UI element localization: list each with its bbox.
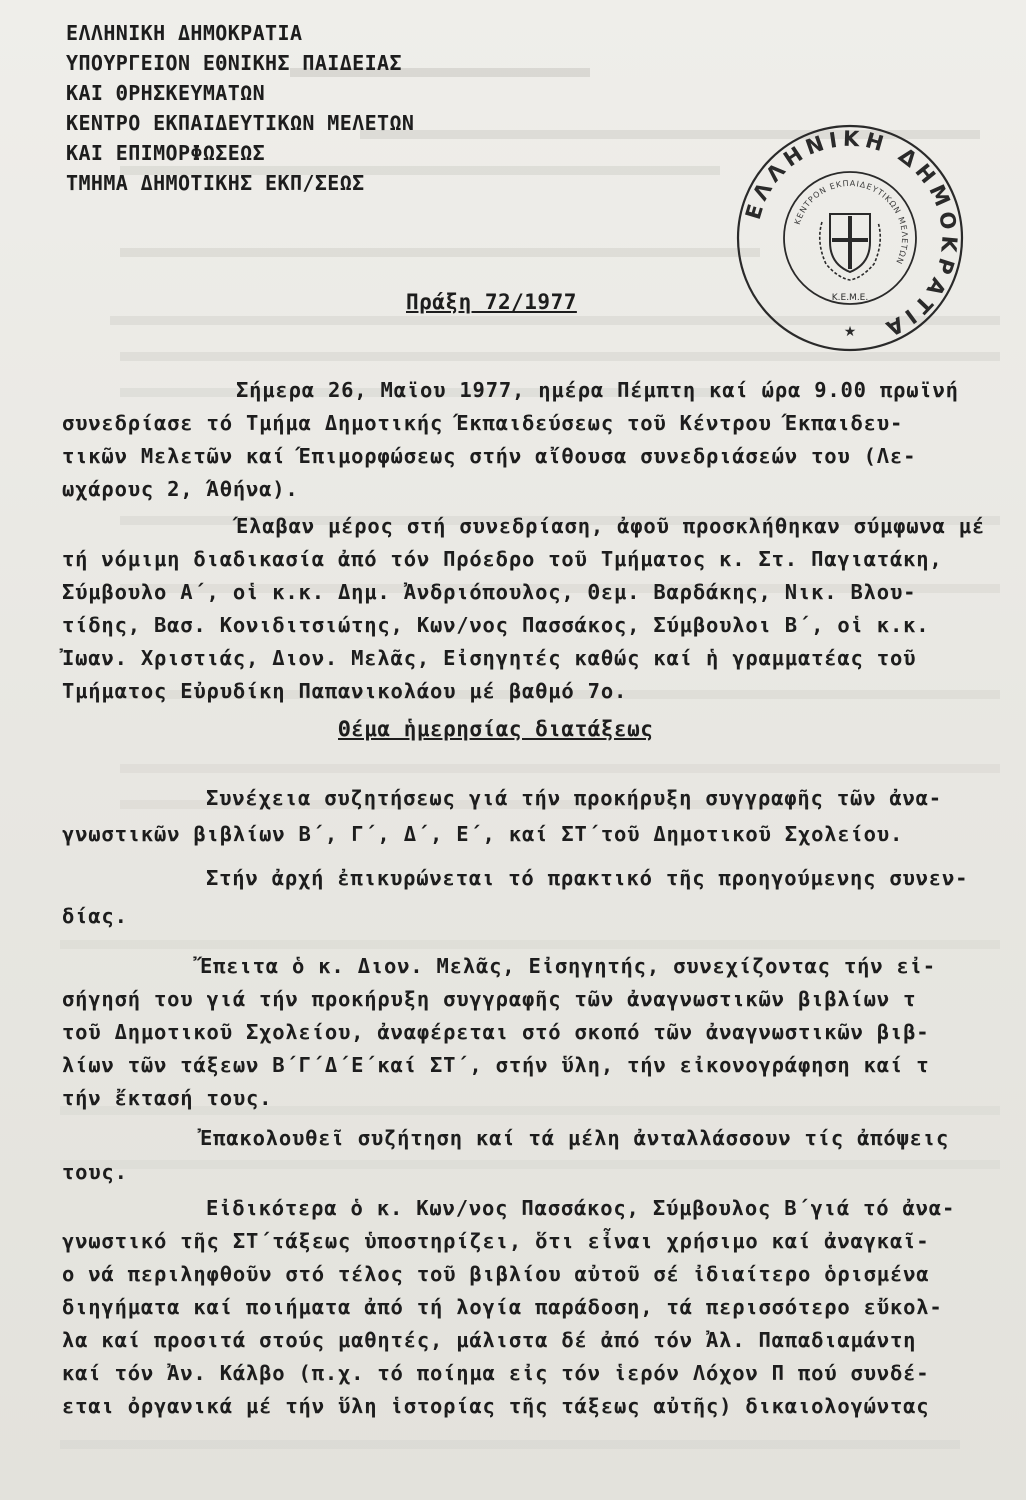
paragraph-line: Σήμερα 26, Μαϊου 1977, ημέρα Πέμπτη καί ώρα 9.00 πρωϊνή	[236, 378, 959, 402]
letterhead-line: ΚΕΝΤΡΟ ΕΚΠΑΙΔΕΥΤΙΚΩΝ ΜΕΛΕΤΩΝ	[66, 111, 415, 135]
paragraph-line: Ἐπακολουθεῖ συζήτηση καί τά μέλη ἀνταλλάσσουν τίς ἀπόψεις	[200, 1126, 950, 1150]
letterhead-line: ΚΑΙ ΘΡΗΣΚΕΥΜΑΤΩΝ	[66, 81, 266, 105]
paragraph-line: ο νά περιληφθοῦν στό τέλος τοῦ βιβλίου αὐτοῦ σέ ἰδιαίτερο ὁρισμένα	[62, 1262, 930, 1286]
paragraph-line: Εἰδικότερα ὁ κ. Κων/νος Πασσάκος, Σύμβουλος Β΄γιά τό ἀνα-	[206, 1196, 956, 1220]
stamp-inner-text: ΚΕΝΤΡΟΝ ΕΚΠΑΙΔΕΥΤΙΚΩΝ ΜΕΛΕΤΩΝ	[792, 178, 910, 266]
paragraph-line: συνεδρίασε τό Τμήμα Δημοτικής Έκπαιδεύσεως τοῦ Κέντρου Έκπαιδευ-	[62, 411, 904, 435]
paragraph-line: ωχάρους 2, Άθήνα).	[62, 477, 299, 501]
stamp-bottom-text: Κ.Ε.Μ.Ε.	[831, 293, 869, 303]
paragraph-line: τίδης, Βασ. Κονιδιτσιώτης, Κων/νος Πασσάκος, Σύμβουλοι Β΄, οἱ κ.κ.	[62, 613, 930, 637]
paragraph-line: τή νόμιμη διαδικασία ἀπό τόν Πρόεδρο τοῦ Τμήματος κ. Στ. Παγιατάκη,	[62, 547, 943, 571]
paragraph-line: τους.	[62, 1160, 128, 1184]
paragraph-line: σήγησή του γιά τήν προκήρυξη συγγραφῆς τῶν ἀναγνωστικῶν βιβλίων τ	[62, 987, 917, 1011]
document-title: Πράξη 72/1977	[406, 290, 577, 314]
paragraph-line: τικῶν Μελετῶν καί Έπιμορφώσεως στήν αἴθουσα συνεδριάσεών του (Λε-	[62, 444, 917, 468]
paragraph-line: γνωστικό τῆς ΣΤ΄τάξεως ὑποστηρίζει, ὅτι εἶναι χρήσιμο καί ἀναγκαῖ-	[62, 1229, 930, 1253]
paragraph-line: δίας.	[62, 904, 128, 928]
paragraph-line: τήν ἔκτασή τους.	[62, 1086, 273, 1110]
paragraph-line: λίων τῶν τάξεων Β΄Γ΄Δ΄Ε΄καί ΣΤ΄, στήν ὕλη, τήν εἰκονογράφηση καί τ	[62, 1053, 930, 1077]
official-seal-stamp	[730, 118, 970, 358]
paragraph-line: Τμήματος Εὐρυδίκη Παπανικολάου μέ βαθμό 7ο.	[62, 679, 628, 703]
letterhead-line: ΕΛΛΗΝΙΚΗ ΔΗΜΟΚΡΑΤΙΑ	[66, 21, 303, 45]
letterhead-line: ΥΠΟΥΡΓΕΙΟΝ ΕΘΝΙΚΗΣ ΠΑΙΔΕΙΑΣ	[66, 51, 402, 75]
paragraph-line: Ἰωαν. Χριστιάς, Διον. Μελᾶς, Εἰσηγητές καθώς καί ἡ γραμματέας τοῦ	[62, 646, 917, 670]
letterhead-line: ΤΜΗΜΑ ΔΗΜΟΤΙΚΗΣ ΕΚΠ/ΣΕΩΣ	[66, 171, 365, 195]
coat-of-arms-icon	[820, 214, 881, 280]
star-icon: ★	[843, 324, 857, 340]
paragraph-line: τοῦ Δημοτικοῦ Σχολείου, ἀναφέρεται στό σκοπό τῶν ἀναγνωστικῶν βιβ-	[62, 1020, 930, 1044]
paragraph-line: εται ὀργανικά μέ τήν ὕλη ἱστορίας τῆς τάξεως αὐτῆς) δικαιολογώντας	[62, 1394, 930, 1418]
paragraph-line: Σύμβουλο Α΄, οἱ κ.κ. Δημ. Ἀνδριόπουλος, Θεμ. Βαρδάκης, Νικ. Βλου-	[62, 580, 917, 604]
agenda-heading: Θέμα ἡμερησίας διατάξεως	[338, 717, 654, 741]
paragraph-line: διηγήματα καί ποιήματα ἀπό τή λογία παράδοση, τά περισσότερο εὔκολ-	[62, 1295, 943, 1319]
stamp-outer-text: ΕΛΛΗΝΙΚΗ ΔΗΜΟΚΡΑΤΙΑ	[740, 126, 962, 343]
paragraph-line: Έλαβαν μέρος στή συνεδρίαση, ἀφοῦ προσκλήθηκαν σύμφωνα μέ	[236, 514, 986, 538]
paragraph-line: λα καί προσιτά στούς μαθητές, μάλιστα δέ ἀπό τόν Ἀλ. Παπαδιαμάντη	[62, 1328, 917, 1352]
paragraph-line: Ἔπειτα ὁ κ. Διον. Μελᾶς, Εἰσηγητής, συνεχίζοντας τήν εἰ-	[200, 954, 936, 978]
paragraph-line: Συνέχεια συζητήσεως γιά τήν προκήρυξη συγγραφῆς τῶν ἀνα-	[206, 786, 942, 810]
paragraph-line: καί τόν Ἀν. Κάλβο (π.χ. τό ποίημα εἰς τόν ἱερόν Λόχον Π πού συνδέ-	[62, 1361, 930, 1385]
paragraph-line: Στήν ἀρχή ἐπικυρώνεται τό πρακτικό τῆς προηγούμενης συνεν-	[206, 866, 969, 890]
letterhead-line: ΚΑΙ ΕΠΙΜΟΡΦΩΣΕΩΣ	[66, 141, 266, 165]
paragraph-line: γνωστικῶν βιβλίων Β΄, Γ΄, Δ΄, Ε΄, καί ΣΤ΄τοῦ Δημοτικοῦ Σχολείου.	[62, 822, 904, 846]
letterhead	[66, 18, 414, 198]
